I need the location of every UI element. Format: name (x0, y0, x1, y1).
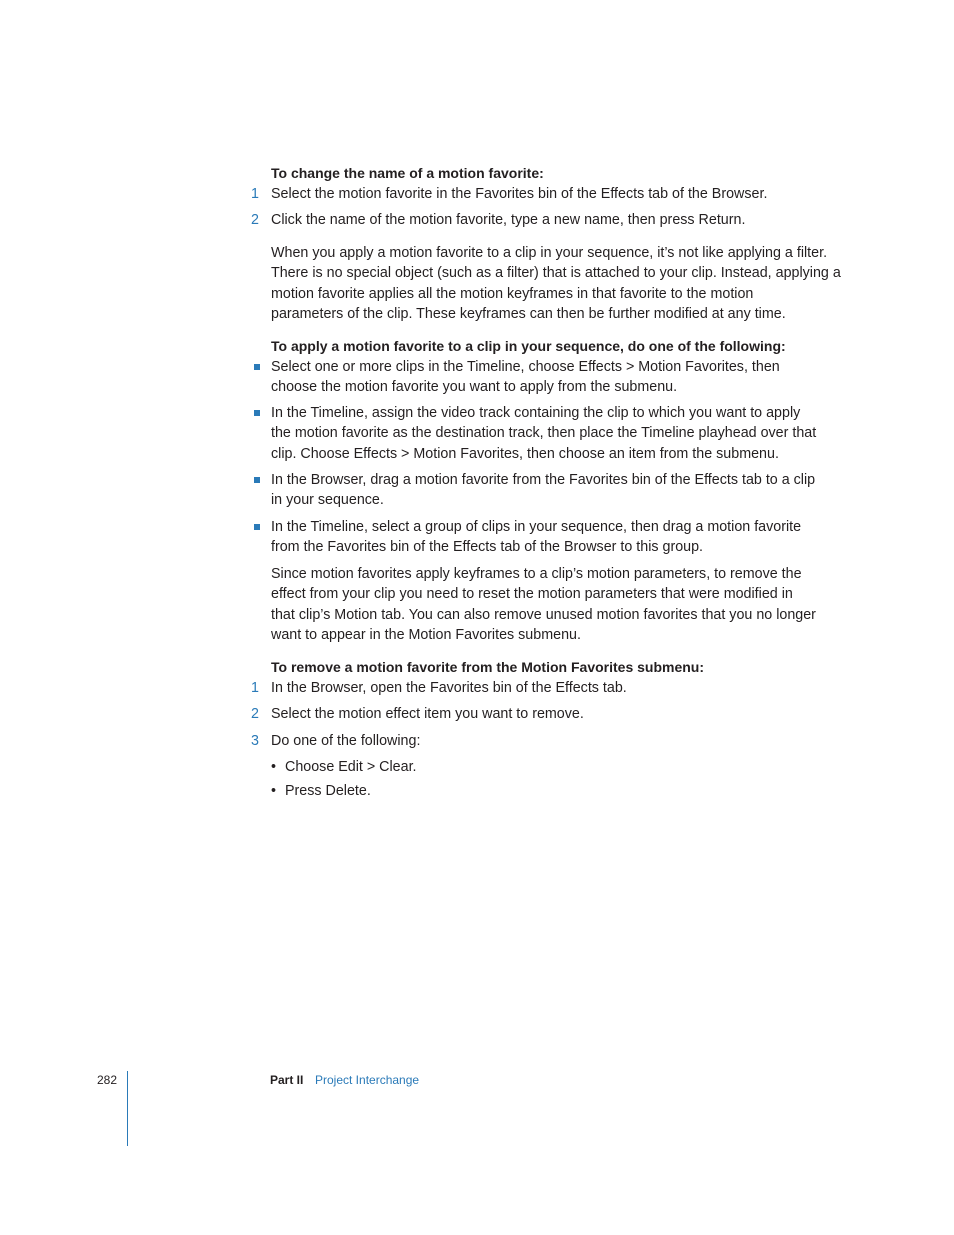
step-text (271, 704, 831, 724)
paragraph-line: motion favorite applies all the motion keyframes in that favorite to the motion (271, 285, 754, 302)
step-text (271, 210, 831, 230)
square-bullet-icon (254, 477, 260, 483)
footer-section-title: Project Interchange (315, 1073, 420, 1087)
footer-divider (127, 1071, 128, 1146)
step-line: In the Browser, open the Favorites bin of the Effects tab. (271, 680, 627, 696)
bullet-line: in your sequence. (271, 492, 384, 509)
step-text (271, 678, 831, 698)
step-number: 1 (251, 680, 259, 696)
square-bullet-icon (254, 524, 260, 530)
step-line: Select the motion effect item you want to remove. (271, 706, 584, 722)
bullet-line: from the Favorites bin of the Effects tab of the Browser to this group. (271, 539, 704, 556)
bullet-line: Select one or more clips in the Timeline, choose Effects > Motion Favorites, then (271, 359, 780, 375)
round-bullet-icon: • (271, 783, 277, 799)
step-line: Do one of the following: (271, 733, 421, 749)
step-number: 2 (251, 706, 259, 722)
step-text (271, 731, 831, 751)
paragraph-line: effect from your clip you need to reset the motion parameters that were modified in (271, 586, 793, 603)
bullet-line: In the Timeline, select a group of clips in your sequence, then drag a motion favorite (271, 519, 802, 535)
bullet-line: clip. Choose Effects > Motion Favorites, then choose an item from the submenu. (271, 445, 779, 462)
body-paragraph (271, 564, 831, 645)
section-heading-change-name: To change the name of a motion favorite: (271, 165, 544, 181)
step-number: 3 (251, 733, 259, 749)
sub-bullet-text: Press Delete. (285, 783, 371, 799)
paragraph-line: There is no special object (such as a filter) that is attached to your clip. Instead, applying a (271, 265, 841, 282)
paragraph-line: parameters of the clip. These keyframes can then be further modified at any time. (271, 305, 786, 322)
sub-bullet-text: Choose Edit > Clear. (285, 759, 417, 775)
round-bullet-icon: • (271, 759, 277, 775)
footer-part-label: Part II (270, 1073, 304, 1087)
step-number: 2 (251, 212, 259, 228)
bullet-line: In the Timeline, assign the video track containing the clip to which you want to apply (271, 405, 801, 421)
body-paragraph (271, 243, 841, 324)
step-line: Select the motion favorite in the Favorites bin of the Effects tab of the Browser. (271, 186, 768, 202)
square-bullet-icon (254, 364, 260, 370)
bullet-line: choose the motion favorite you want to apply from the submenu. (271, 379, 678, 396)
step-text (271, 184, 831, 204)
paragraph-line: When you apply a motion favorite to a clip in your sequence, it’s not like applying a filter. (271, 245, 828, 261)
bullet-line: In the Browser, drag a motion favorite from the Favorites bin of the Effects tab to a clip (271, 472, 816, 488)
section-heading-apply-favorite: To apply a motion favorite to a clip in your sequence, do one of the following: (271, 338, 786, 354)
step-number: 1 (251, 186, 259, 202)
paragraph-line: that clip’s Motion tab. You can also remove unused motion favorites that you no longer (271, 606, 816, 623)
paragraph-line: want to appear in the Motion Favorites submenu. (271, 626, 581, 643)
bullet-line: the motion favorite as the destination track, then place the Timeline playhead over that (271, 425, 817, 442)
page-number: 282 (97, 1073, 118, 1087)
bullet-item (271, 357, 831, 398)
bullet-item (271, 470, 831, 511)
paragraph-line: Since motion favorites apply keyframes to a clip’s motion parameters, to remove the (271, 566, 802, 582)
section-heading-remove-favorite: To remove a motion favorite from the Motion Favorites submenu: (271, 659, 705, 675)
bullet-item (271, 517, 831, 558)
square-bullet-icon (254, 410, 260, 416)
step-line: Click the name of the motion favorite, type a new name, then press Return. (271, 212, 746, 228)
bullet-item (271, 403, 831, 464)
